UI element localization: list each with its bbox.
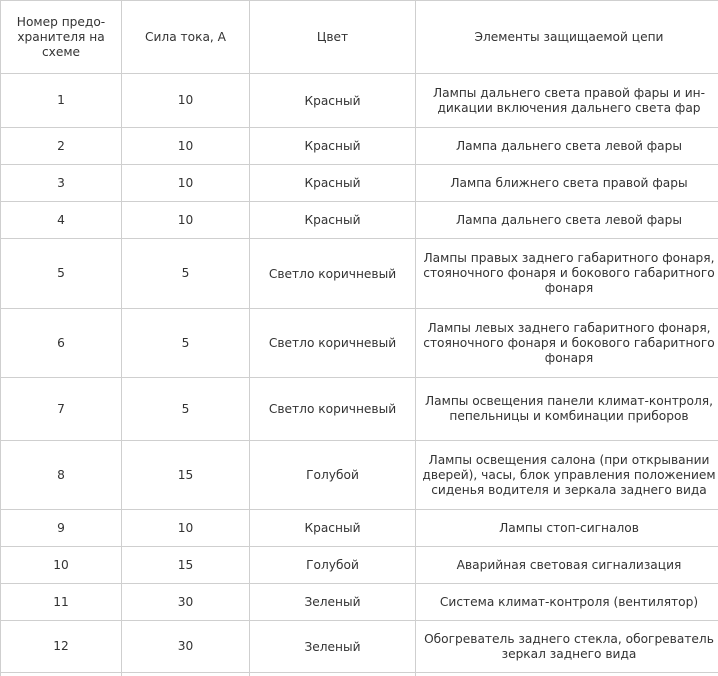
cell-color (250, 239, 416, 309)
cell-elements (416, 74, 718, 128)
color-text: Красный (304, 93, 361, 108)
color-text: Красный (304, 176, 361, 190)
cell-color (250, 165, 416, 202)
table-row (1, 378, 718, 441)
cell-current: 10 (122, 74, 250, 128)
color-text: Красный (304, 139, 361, 153)
cell-number: 8 (1, 441, 122, 510)
cell-color (250, 441, 416, 510)
elements-text: Лампы освещения салона (при открывании дверей), часы, блок управления положением сиденья водителя и зеркала заднего вида (422, 452, 716, 497)
color-text: Голубой (306, 558, 359, 572)
cell-current: 10 (122, 202, 250, 239)
cell-elements (416, 202, 718, 239)
elements-text: Лампы освещения панели климат-контроля, пепельницы и комбинации приборов (425, 394, 713, 423)
table-row (1, 202, 718, 239)
table-row (1, 547, 718, 584)
cell-color (250, 378, 416, 441)
color-text: Светло коричневый (268, 266, 397, 281)
cell-elements (416, 165, 718, 202)
table-row (1, 441, 718, 510)
elements-text: Лампа дальнего света левой фары (456, 138, 682, 153)
cell-elements (416, 309, 718, 378)
color-text: Светло коричневый (268, 402, 397, 416)
cell-current: 10 (122, 510, 250, 547)
color-text: Красный (304, 213, 361, 227)
cell-color (250, 202, 416, 239)
elements-text: Лампы стоп-сигналов (499, 520, 639, 535)
elements-text: Лампы левых заднего габаритного фонаря, стояночного фонаря и бокового габаритного фонаря (423, 320, 715, 365)
cell-number: 12 (1, 621, 122, 673)
cell-current: 30 (122, 621, 250, 673)
cell-current: 10 (122, 128, 250, 165)
elements-text: Лампа ближнего света правой фары (450, 175, 688, 190)
cell-current: 5 (122, 309, 250, 378)
header-color: Цвет (250, 1, 416, 74)
elements-text: Система климат-контроля (вентилятор) (439, 594, 699, 609)
table-row (1, 128, 718, 165)
cell-elements (416, 239, 718, 309)
color-text: Красный (304, 521, 361, 535)
header-row (1, 1, 718, 74)
cell-number: 11 (1, 584, 122, 621)
cell-color (250, 584, 416, 621)
cell-color (250, 74, 416, 128)
cell-elements (416, 621, 718, 673)
color-text: Голубой (306, 468, 359, 482)
cell-elements (416, 378, 718, 441)
color-text: Светло коричневый (268, 336, 397, 350)
elements-text: Лампа дальнего света левой фары (456, 212, 682, 227)
cell-current: 30 (122, 584, 250, 621)
elements-text: Аварийная световая сигнализация (456, 557, 682, 572)
table-row (1, 309, 718, 378)
cell-current-empty (122, 673, 250, 676)
cell-elements-empty (416, 673, 718, 676)
table-row (1, 510, 718, 547)
table-row (1, 74, 718, 128)
cell-number: 2 (1, 128, 122, 165)
cell-current: 5 (122, 239, 250, 309)
cell-number: 5 (1, 239, 122, 309)
cell-elements (416, 128, 718, 165)
cell-color (250, 128, 416, 165)
table-row (1, 621, 718, 673)
cell-number: 1 (1, 74, 122, 128)
cell-number: 6 (1, 309, 122, 378)
cell-number: 9 (1, 510, 122, 547)
cell-color (250, 621, 416, 673)
elements-text: Лампы правых заднего габаритного фонаря, стояночного фонаря и бокового габаритного фонаря (423, 251, 715, 295)
cell-current: 15 (122, 547, 250, 584)
header-elements: Элементы защищаемой цепи (416, 1, 718, 74)
cell-color (250, 547, 416, 584)
table-row-partial (1, 673, 718, 676)
elements-text: Лампы дальнего света правой фары и ин-дикации включения дальнего света фар (433, 85, 705, 115)
table-row (1, 165, 718, 202)
header-current: Сила тока, А (122, 1, 250, 74)
cell-elements (416, 441, 718, 510)
cell-number: 3 (1, 165, 122, 202)
cell-number-empty (1, 673, 122, 676)
color-text: Зеленый (304, 595, 361, 609)
cell-number: 4 (1, 202, 122, 239)
cell-current: 5 (122, 378, 250, 441)
color-text: Зеленый (304, 639, 361, 654)
cell-current: 15 (122, 441, 250, 510)
table-row (1, 239, 718, 309)
header-number: Номер предо-хранителя на схеме (1, 1, 122, 74)
cell-elements (416, 547, 718, 584)
cell-color (250, 309, 416, 378)
table-row (1, 584, 718, 621)
cell-current: 10 (122, 165, 250, 202)
cell-elements (416, 510, 718, 547)
cell-color-empty (250, 673, 416, 676)
cell-color (250, 510, 416, 547)
cell-number: 10 (1, 547, 122, 584)
cell-elements (416, 584, 718, 621)
cell-number: 7 (1, 378, 122, 441)
elements-text: Обогреватель заднего стекла, обогреватель зеркал заднего вида (424, 631, 714, 661)
